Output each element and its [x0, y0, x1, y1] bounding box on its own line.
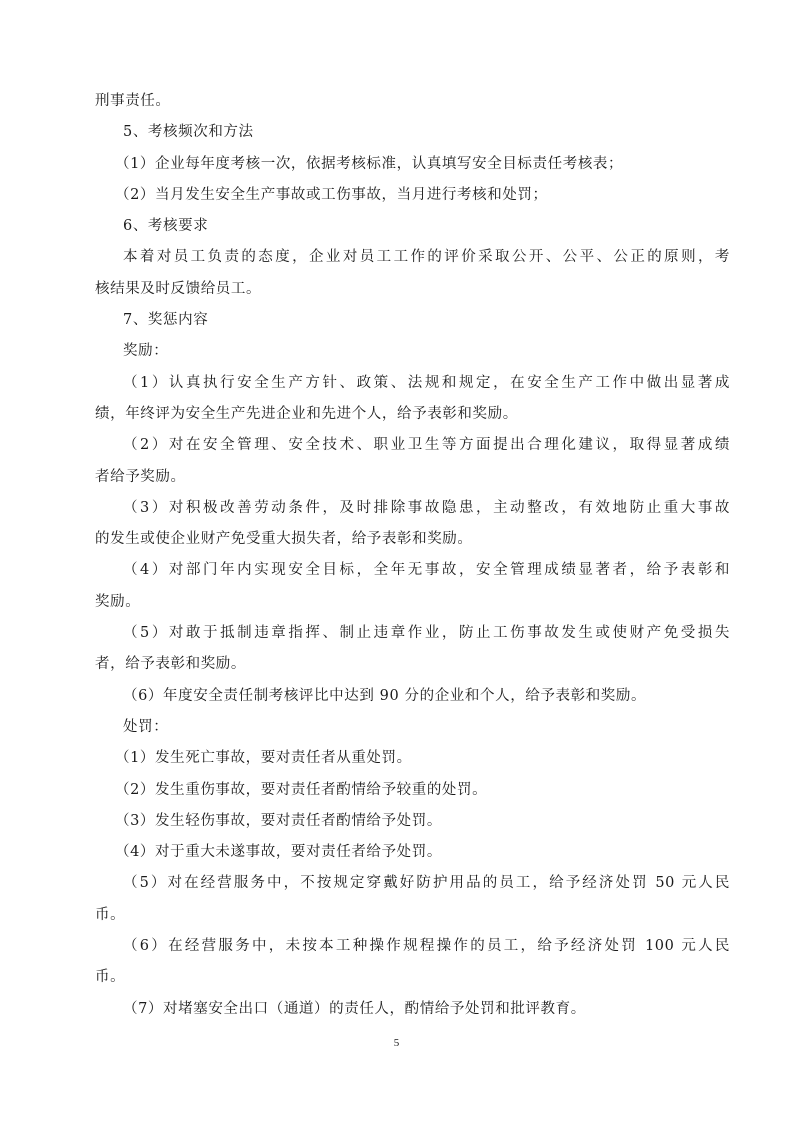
- list-item-reward-5-continuation: 者，给予表彰和奖励。: [95, 656, 246, 673]
- subheading-penalties: 处罚：: [123, 718, 169, 735]
- list-item-reward-2-continuation: 者给予奖励。: [95, 468, 186, 485]
- paragraph-line-continuation: 核结果及时反馈给员工。: [95, 280, 262, 297]
- list-item-penalty-1: （1）发生死亡事故，要对责任者从重处罚。: [115, 750, 412, 767]
- list-item-penalty-4: （4）对于重大未遂事故，要对责任者给予处罚。: [115, 844, 442, 861]
- list-item-reward-3-continuation: 的发生或使企业财产免受重大损失者，给予表彰和奖励。: [95, 531, 473, 548]
- list-item-assessment-2: （2）当月发生安全生产事故或工伤事故，当月进行考核和处罚；: [115, 186, 548, 203]
- list-item-penalty-5: （5）对在经营服务中，不按规定穿戴好防护用品的员工，给予经济处罚 50 元人民: [123, 875, 730, 892]
- list-item-penalty-7: （7）对堵塞安全出口（通道）的责任人，酌情给予处罚和批评教育。: [123, 1000, 586, 1017]
- paragraph-line: 本着对员工负责的态度，企业对员工工作的评价采取公开、公平、公正的原则，考: [123, 249, 730, 266]
- list-item-penalty-5-continuation: 币。: [95, 906, 126, 923]
- document-page-body: [95, 86, 730, 1025]
- list-item-penalty-2: （2）发生重伤事故，要对责任者酌情给予较重的处罚。: [115, 781, 488, 798]
- list-item-reward-1-continuation: 绩，年终评为安全生产先进企业和先进个人，给予表彰和奖励。: [95, 405, 518, 422]
- list-item-reward-6: （6）年度安全责任制考核评比中达到 90 分的企业和个人，给予表彰和奖励。: [123, 687, 647, 704]
- list-item-reward-4-continuation: 奖励。: [95, 593, 141, 610]
- list-item-reward-1: （1）认真执行安全生产方针、政策、法规和规定，在安全生产工作中做出显著成: [123, 374, 730, 391]
- list-item-reward-5: （5）对敢于抵制违章指挥、制止违章作业，防止工伤事故发生或使财产免受损失: [123, 625, 730, 642]
- list-item-reward-2: （2）对在安全管理、安全技术、职业卫生等方面提出合理化建议，取得显著成绩: [123, 437, 730, 454]
- text-line-continuation: 刑事责任。: [95, 93, 171, 109]
- section-heading-assessment-frequency: 5、考核频次和方法: [123, 124, 254, 141]
- list-item-reward-4: （4）对部门年内实现安全目标，全年无事故，安全管理成绩显著者，给予表彰和: [123, 562, 730, 579]
- list-item-penalty-3: （3）发生轻伤事故，要对责任者酌情给予处罚。: [115, 812, 442, 829]
- page-number: 5: [393, 1037, 400, 1049]
- list-item-assessment-1: （1）企业每年度考核一次，依据考核标准，认真填写安全目标责任考核表；: [115, 155, 624, 172]
- subheading-rewards: 奖励：: [123, 343, 169, 360]
- section-heading-rewards-penalties: 7、奖惩内容: [123, 312, 209, 329]
- list-item-penalty-6-continuation: 币。: [95, 969, 126, 986]
- list-item-reward-3: （3）对积极改善劳动条件，及时排除事故隐患，主动整改，有效地防止重大事故: [123, 499, 730, 516]
- section-heading-assessment-requirements: 6、考核要求: [123, 218, 209, 235]
- list-item-penalty-6: （6）在经营服务中，未按本工种操作规程操作的员工，给予经济处罚 100 元人民: [123, 938, 730, 955]
